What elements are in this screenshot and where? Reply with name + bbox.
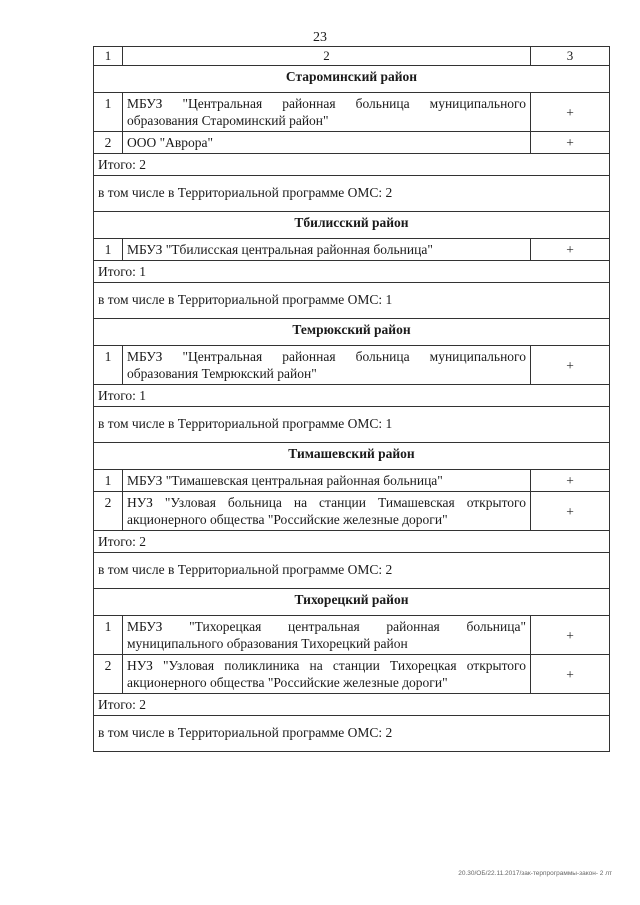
facility-name: МБУЗ "Центральная районная больница муниципального образования Темрюкский район" — [123, 346, 531, 385]
oms-row — [94, 553, 610, 589]
inclusion-mark: + — [531, 492, 610, 531]
inclusion-mark: + — [531, 616, 610, 655]
district-name: Тбилисский район — [94, 212, 610, 239]
oms-row — [94, 176, 610, 212]
total-text: Итого: 1 — [94, 261, 610, 283]
total-row — [94, 531, 610, 553]
total-row — [94, 154, 610, 176]
row-number: 1 — [94, 616, 123, 655]
district-header-row — [94, 589, 610, 616]
row-number: 2 — [94, 655, 123, 694]
inclusion-mark: + — [531, 239, 610, 261]
oms-text: в том числе в Территориальной программе ОМС: 2 — [94, 176, 610, 212]
oms-text: в том числе в Территориальной программе ОМС: 2 — [94, 553, 610, 589]
oms-text: в том числе в Территориальной программе ОМС: 1 — [94, 407, 610, 443]
facility-name: МБУЗ "Тимашевская центральная районная больница" — [123, 470, 531, 492]
facility-name: НУЗ "Узловая поликлиника на станции Тихорецкая открытого акционерного общества "Российские железные дороги" — [123, 655, 531, 694]
total-row — [94, 261, 610, 283]
table-row — [94, 655, 610, 694]
oms-row — [94, 407, 610, 443]
district-name: Темрюкский район — [94, 319, 610, 346]
row-number: 1 — [94, 93, 123, 132]
inclusion-mark: + — [531, 470, 610, 492]
facilities-table — [93, 46, 610, 752]
row-number: 2 — [94, 492, 123, 531]
table-row — [94, 93, 610, 132]
page-number: 23 — [313, 30, 327, 45]
header-row — [94, 47, 610, 66]
district-header-row — [94, 319, 610, 346]
oms-row — [94, 716, 610, 752]
table-row — [94, 470, 610, 492]
oms-text: в том числе в Территориальной программе ОМС: 2 — [94, 716, 610, 752]
inclusion-mark: + — [531, 132, 610, 154]
facility-name: МБУЗ "Тихорецкая центральная районная больница" муниципального образования Тихорецкий район — [123, 616, 531, 655]
facility-name: МБУЗ "Центральная районная больница муниципального образования Староминский район" — [123, 93, 531, 132]
row-number: 2 — [94, 132, 123, 154]
district-header-row — [94, 212, 610, 239]
row-number: 1 — [94, 346, 123, 385]
inclusion-mark: + — [531, 93, 610, 132]
district-name: Староминский район — [94, 66, 610, 93]
facility-name: МБУЗ "Тбилисская центральная районная больница" — [123, 239, 531, 261]
total-text: Итого: 1 — [94, 385, 610, 407]
header-col-3: 3 — [531, 47, 610, 66]
district-name: Тимашевский район — [94, 443, 610, 470]
total-text: Итого: 2 — [94, 531, 610, 553]
district-header-row — [94, 66, 610, 93]
header-col-2: 2 — [123, 47, 531, 66]
row-number: 1 — [94, 470, 123, 492]
inclusion-mark: + — [531, 655, 610, 694]
total-text: Итого: 2 — [94, 154, 610, 176]
header-col-1: 1 — [94, 47, 123, 66]
oms-row — [94, 283, 610, 319]
table-row — [94, 346, 610, 385]
total-row — [94, 694, 610, 716]
facility-name: ООО "Аврора" — [123, 132, 531, 154]
table-row — [94, 492, 610, 531]
table-row — [94, 239, 610, 261]
total-row — [94, 385, 610, 407]
row-number: 1 — [94, 239, 123, 261]
table-row — [94, 132, 610, 154]
district-name: Тихорецкий район — [94, 589, 610, 616]
inclusion-mark: + — [531, 346, 610, 385]
district-header-row — [94, 443, 610, 470]
total-text: Итого: 2 — [94, 694, 610, 716]
oms-text: в том числе в Территориальной программе ОМС: 1 — [94, 283, 610, 319]
facility-name: НУЗ "Узловая больница на станции Тимашевская открытого акционерного общества "Российские железные дороги" — [123, 492, 531, 531]
table-row — [94, 616, 610, 655]
footer-note: 20.30/OБ/22.11.2017/зак-терпрограммы-закон- 2 лт — [458, 870, 612, 877]
